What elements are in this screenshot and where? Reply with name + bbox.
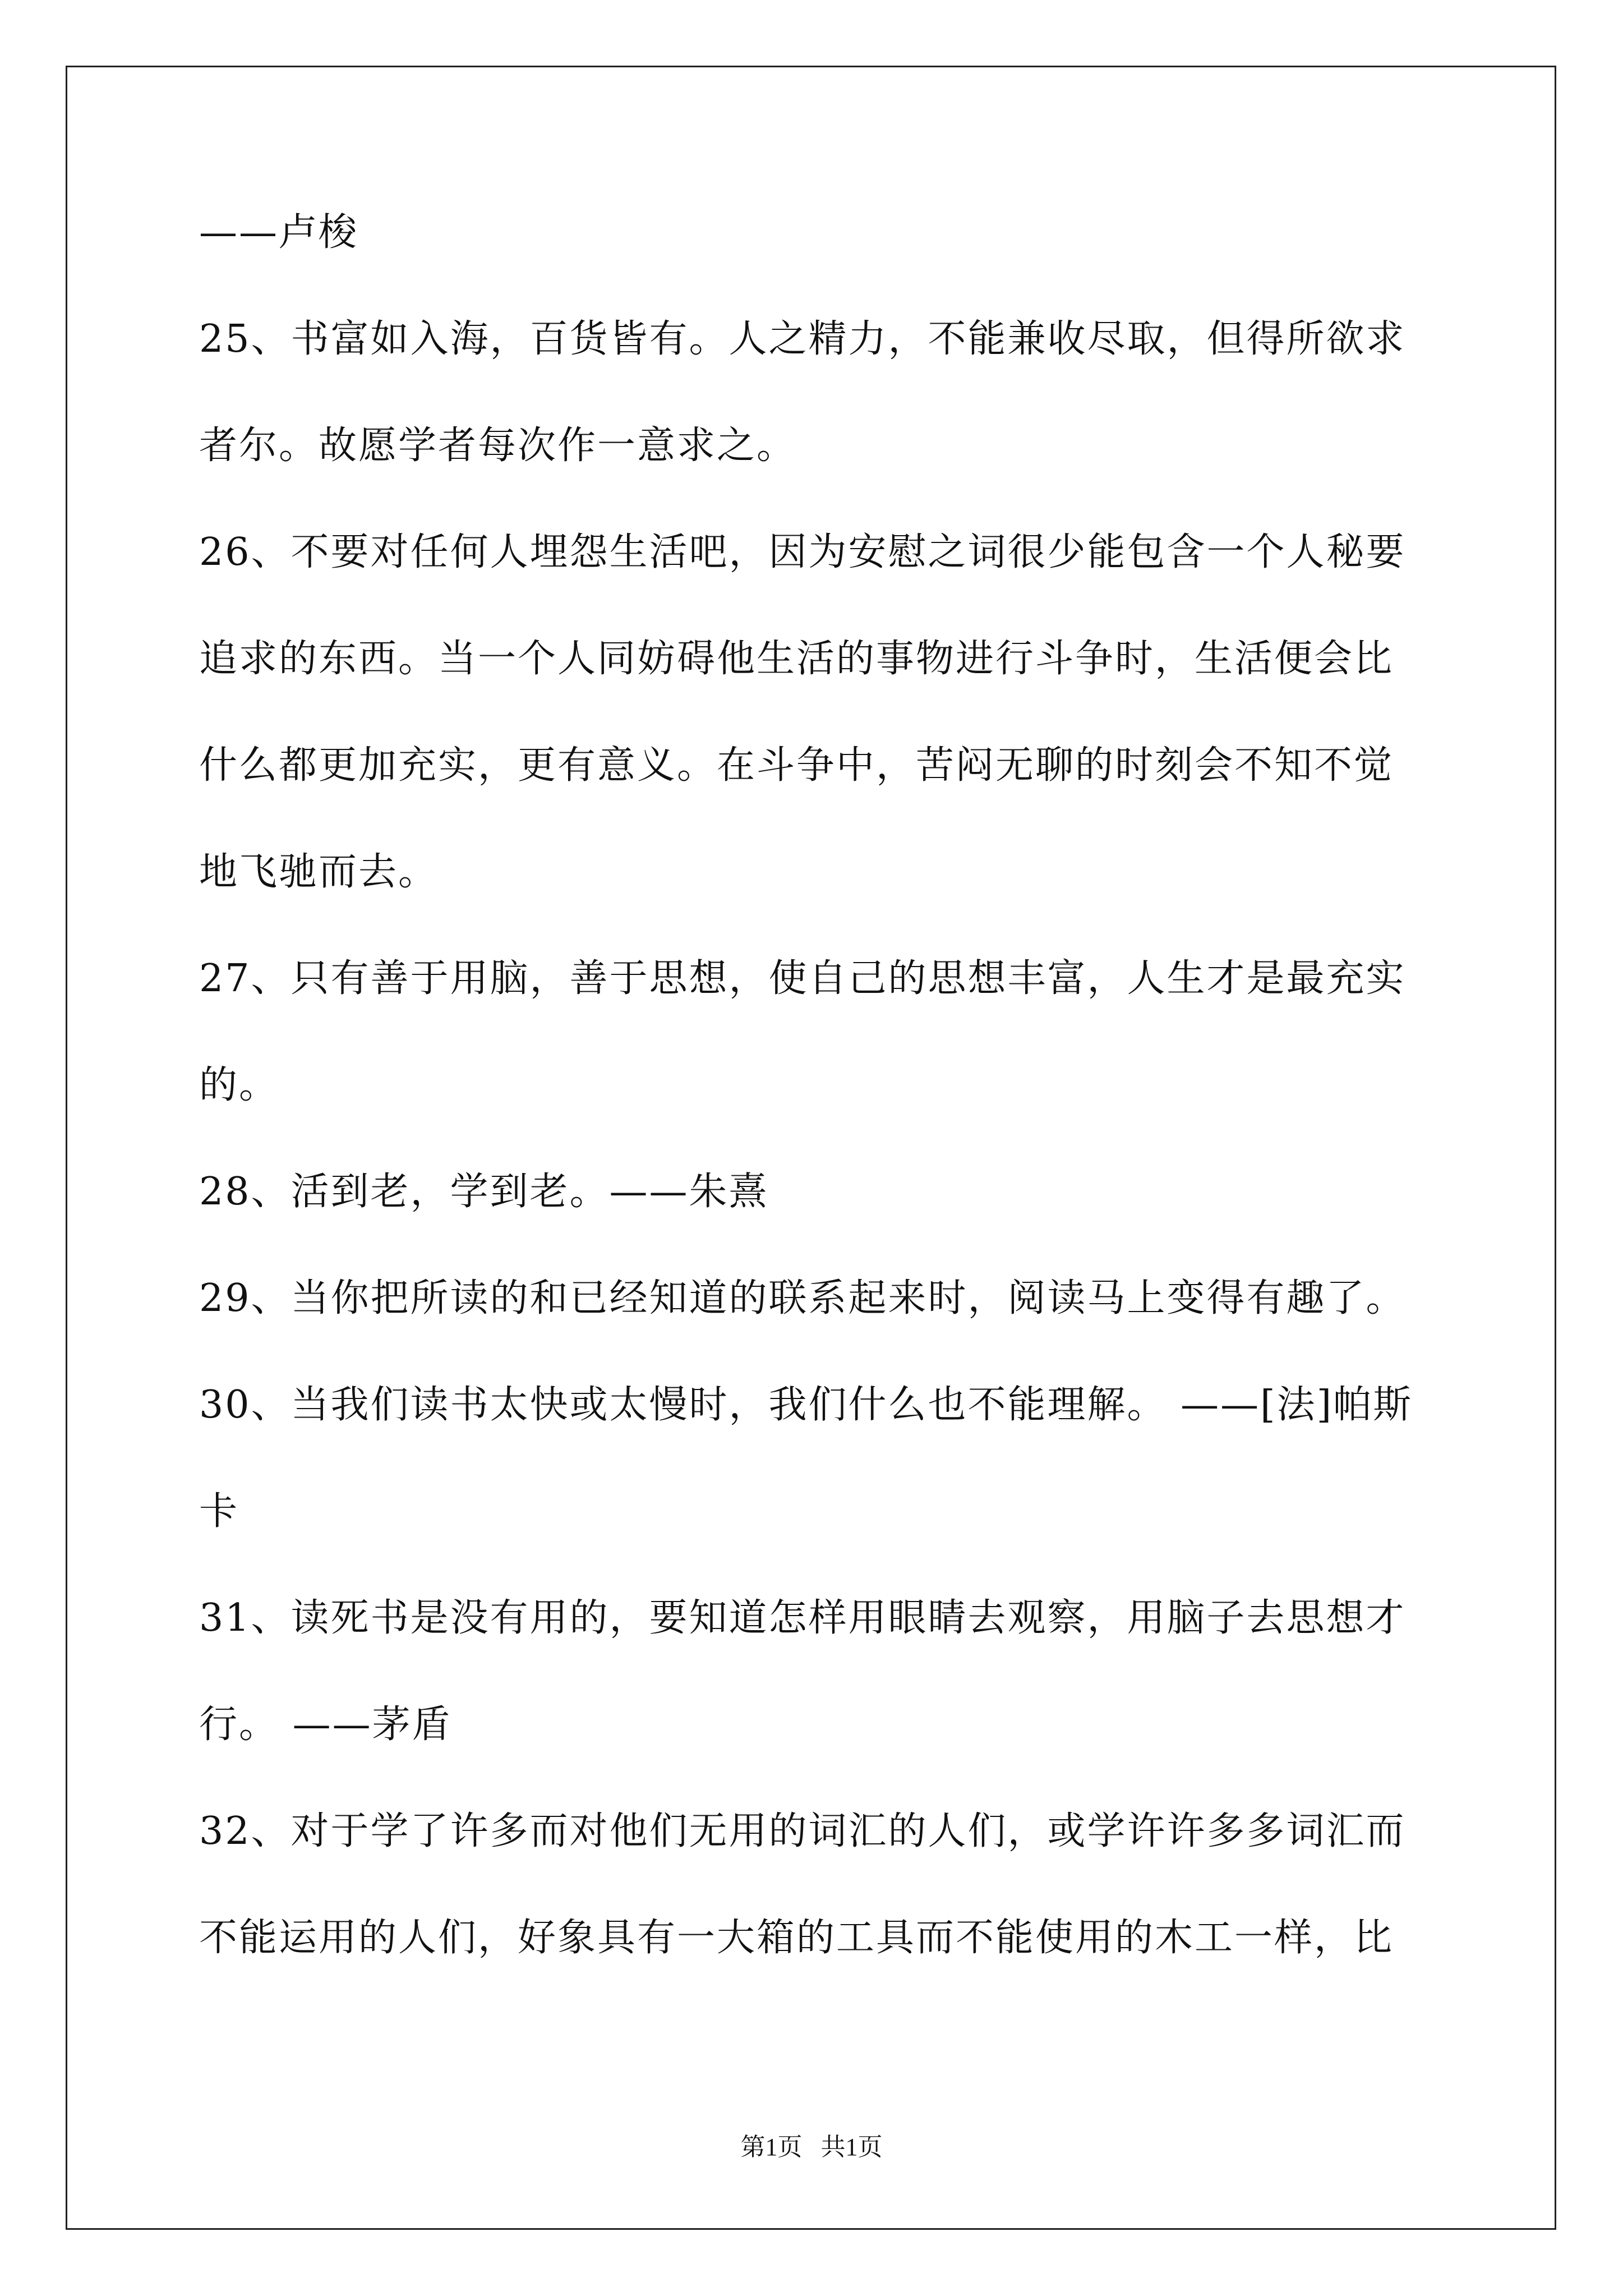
text-line: 32、对于学了许多而对他们无用的词汇的人们，或学许许多多词汇而 (199, 1809, 1406, 1853)
text-line: 什么都更加充实，更有意义。在斗争中，苦闷无聊的时刻会不知不觉 (199, 743, 1394, 788)
text-line: 卡 (199, 1489, 239, 1534)
page-border (66, 66, 1556, 2230)
text-line: 28、活到老，学到老。——朱熹 (199, 1170, 769, 1214)
text-line: 者尔。故愿学者每次作一意求之。 (199, 424, 797, 468)
text-line: 26、不要对任何人埋怨生活吧，因为安慰之词很少能包含一个人秘要 (199, 530, 1406, 574)
text-line: 31、读死书是没有用的，要知道怎样用眼睛去观察，用脑子去思想才 (199, 1596, 1406, 1640)
text-line: 行。 ——茅盾 (199, 1703, 452, 1747)
text-line: 追求的东西。当一个人同妨碍他生活的事物进行斗争时，生活便会比 (199, 637, 1394, 681)
text-line: ——卢梭 (199, 210, 359, 255)
text-line: 不能运用的人们，好象具有一大箱的工具而不能使用的木工一样，比 (199, 1916, 1394, 1960)
text-line: 27、只有善于用脑，善于思想，使自己的思想丰富，人生才是最充实 (199, 956, 1406, 1001)
text-line: 29、当你把所读的和已经知道的联系起来时，阅读马上变得有趣了。 (199, 1276, 1406, 1320)
page-footer: 第1页 共1页 (740, 2133, 883, 2161)
text-line: 25、书富如入海，百货皆有。人之精力，不能兼收尽取，但得所欲求 (199, 317, 1406, 361)
text-line: 的。 (199, 1063, 279, 1107)
text-line: 地飞驰而去。 (199, 850, 439, 894)
text-line: 30、当我们读书太快或太慢时，我们什么也不能理解。 ——[法]帕斯 (199, 1383, 1413, 1427)
